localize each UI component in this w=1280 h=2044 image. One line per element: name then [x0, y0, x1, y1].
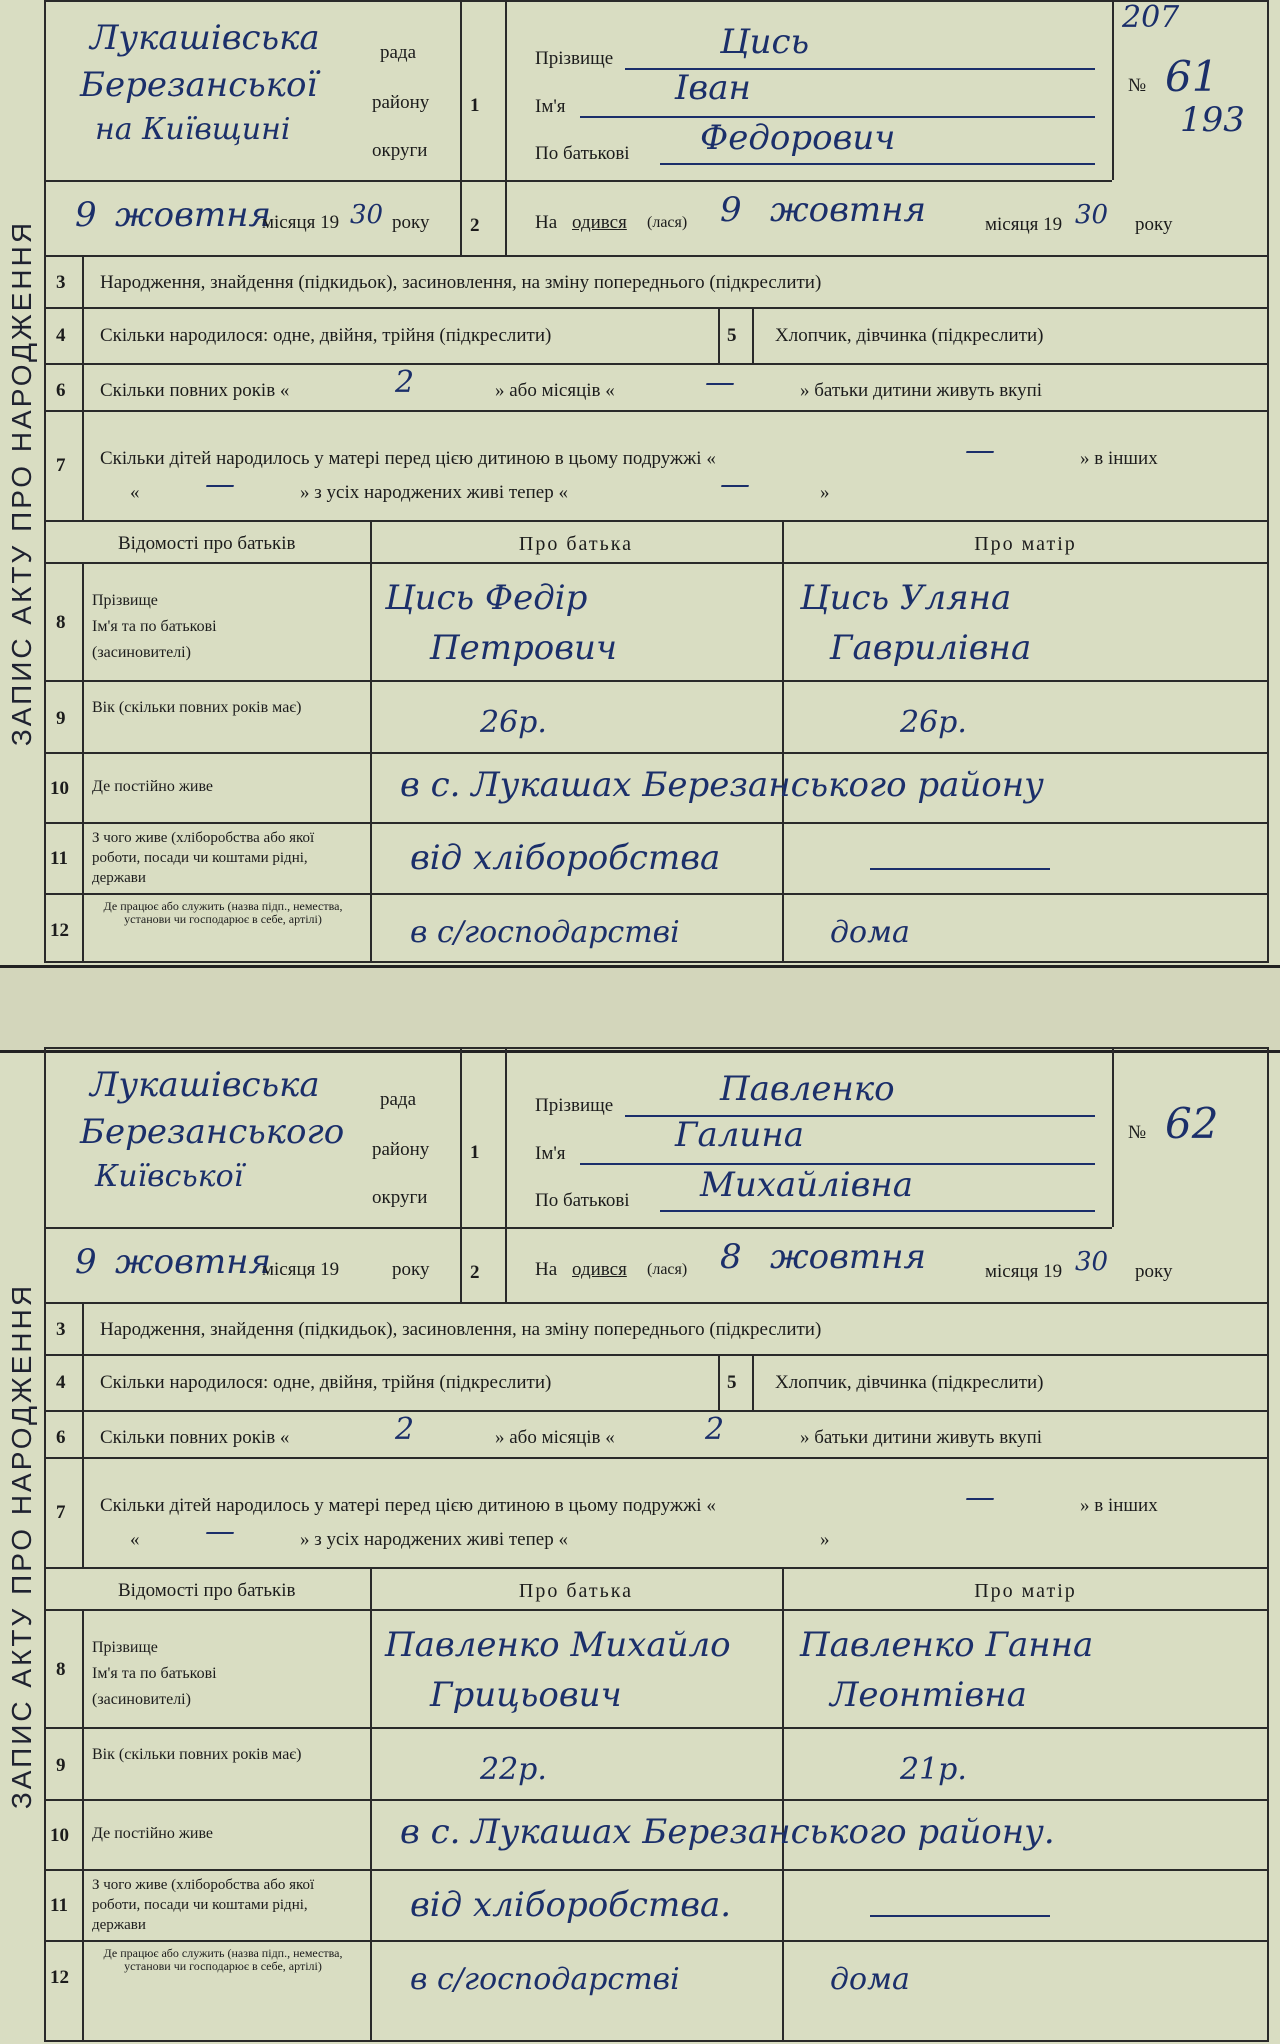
row-years-together-b: » або місяців « — [495, 380, 615, 401]
row-number: 11 — [50, 848, 68, 869]
col-divider — [460, 1047, 462, 1302]
row-divider — [44, 1727, 1269, 1729]
father-header: Про батька — [518, 533, 634, 555]
side-title — [0, 1047, 44, 2044]
birth-year: 30 — [1075, 200, 1109, 230]
num-col-divider — [82, 562, 84, 963]
surname-label: Прізвище — [535, 1095, 614, 1116]
okruha-label: округи — [372, 140, 428, 161]
side-title — [0, 0, 44, 965]
living-children: — — [720, 467, 750, 502]
council-name: Лукашівська — [90, 1065, 320, 1105]
col-divider — [752, 307, 754, 363]
registration-month: жовтня — [115, 195, 272, 235]
birth-label-underlined: одився — [572, 212, 627, 233]
birth-label-post: (лася) — [647, 1261, 688, 1278]
row-number: 8 — [56, 612, 66, 633]
num-col-divider — [82, 255, 84, 520]
number-label: № — [1128, 75, 1147, 96]
row-divider — [44, 1227, 1112, 1229]
mother-header: Про матір — [974, 1580, 1077, 1602]
child-surname: Павленко — [720, 1069, 895, 1109]
row-divider — [44, 1869, 1269, 1871]
birth-record — [0, 0, 1280, 965]
underline — [870, 1915, 1050, 1917]
mother-name-line2: Гаврилівна — [830, 628, 1032, 668]
row-number: 11 — [50, 1895, 68, 1916]
birth-record — [0, 1047, 1280, 2044]
years-together: 2 — [395, 1412, 415, 1447]
birth-label-pre: На — [535, 212, 558, 233]
col-divider — [782, 1567, 784, 2042]
row-prior-children-b: » в інших — [1080, 448, 1158, 469]
row-number: 7 — [56, 1502, 66, 1523]
child-name: Галина — [675, 1115, 804, 1155]
district-label: району — [372, 1139, 430, 1160]
row-years-together-c: » батьки дитини живуть вкупі — [800, 1427, 1043, 1448]
row-divider — [44, 180, 1112, 182]
father-name-line1: Павленко Михайло — [385, 1625, 731, 1665]
livelihood-label: З чого живе (хліборобства або якої роботи, посади чи коштами рідні, держави — [92, 830, 315, 886]
side-title-text: ЗАПИС АКТУ ПРО НАРОДЖЕННЯ — [6, 219, 38, 746]
row-divider — [44, 410, 1269, 412]
registration-month-label: місяця 19 — [262, 1259, 340, 1280]
row-divider — [44, 1567, 1269, 1569]
residence-label: Де постійно живе — [92, 1825, 214, 1842]
birth-label-underlined: одився — [572, 1259, 627, 1280]
mother-name-line2: Леонтівна — [830, 1675, 1027, 1715]
row-number: 10 — [50, 778, 69, 799]
col-divider — [782, 520, 784, 963]
name-label: Ім'я — [535, 1143, 566, 1164]
row-number: 1 — [470, 95, 480, 116]
row-divider — [44, 752, 1269, 754]
years-together: 2 — [395, 365, 415, 400]
livelihood-label: З чого живе (хліборобства або якої роботи, посади чи коштами рідні, держави — [92, 1877, 315, 1933]
mother-workplace: дома — [830, 1962, 910, 1997]
mother-age: 21р. — [900, 1752, 967, 1787]
residence-label: Де постійно живе — [92, 778, 214, 795]
parents-name-label: Прізвище Ім'я та по батькові (засиновителі) — [92, 1639, 217, 1708]
child-name: Іван — [675, 68, 751, 108]
col-divider — [370, 520, 372, 963]
col-divider — [718, 307, 720, 363]
number-extra-top: 207 — [1122, 0, 1180, 35]
birth-day: 8 — [720, 1237, 742, 1277]
father-name-line2: Петрович — [430, 628, 618, 668]
row-divider — [44, 363, 1269, 365]
underline — [870, 868, 1050, 870]
row-number: 3 — [56, 1319, 66, 1340]
father-header: Про батька — [518, 1580, 634, 1602]
row-years-together-a: Скільки повних років « — [100, 380, 290, 401]
prior-children: — — [965, 1480, 995, 1515]
col-divider — [460, 0, 462, 255]
father-age: 26р. — [480, 705, 547, 740]
registration-month: жовтня — [115, 1242, 272, 1282]
row-prior-children-e: » — [820, 1529, 830, 1550]
okruha-name: на Київщині — [95, 112, 291, 147]
rada-label: рада — [380, 42, 417, 63]
row-divider — [44, 1302, 1269, 1304]
father-workplace: в с/господарстві — [410, 1962, 680, 1997]
child-patronymic: Федорович — [700, 118, 896, 158]
mother-name-line1: Павленко Ганна — [800, 1625, 1094, 1665]
row-divider — [44, 1410, 1269, 1412]
row-prior-children-a: Скільки дітей народилось у матері перед цією дитиною в цьому подружжі « — [100, 1495, 716, 1516]
birth-month-label: місяця 19 — [985, 1261, 1063, 1282]
row-number: 12 — [50, 920, 69, 941]
row-number: 3 — [56, 272, 66, 293]
number-label: № — [1128, 1122, 1147, 1143]
row-prior-children-b: » в інших — [1080, 1495, 1158, 1516]
registration-year: 30 — [350, 200, 384, 230]
district-name: Березанської — [80, 65, 318, 105]
name-label: Ім'я — [535, 96, 566, 117]
prior-children: — — [965, 433, 995, 468]
row-prior-children-e: » — [820, 482, 830, 503]
record-number: 62 — [1165, 1099, 1219, 1148]
birth-year: 30 — [1075, 1247, 1109, 1277]
mother-age: 26р. — [900, 705, 967, 740]
row-number: 4 — [56, 325, 66, 346]
col-divider — [370, 1567, 372, 2042]
row-divider — [44, 520, 1269, 522]
row-number: 1 — [470, 1142, 480, 1163]
row-divider — [44, 255, 1269, 257]
row-number: 12 — [50, 1967, 69, 1988]
row-divider — [44, 307, 1269, 309]
row-birth-type: Народження, знайдення (підкидьок), засиновлення, на зміну попереднього (підкреслити) — [100, 272, 822, 293]
birth-year-label: року — [1135, 214, 1173, 235]
row-divider — [44, 1940, 1269, 1942]
row-number: 10 — [50, 1825, 69, 1846]
district-name: Березанського — [80, 1112, 345, 1152]
parents-info-header: Відомості про батьків — [118, 533, 296, 554]
patronymic-label: По батькові — [535, 1190, 630, 1211]
row-years-together-b: » або місяців « — [495, 1427, 615, 1448]
row-years-together-a: Скільки повних років « — [100, 1427, 290, 1448]
side-title-text: ЗАПИС АКТУ ПРО НАРОДЖЕННЯ — [6, 1282, 38, 1809]
number-extra-bottom: 193 — [1180, 100, 1245, 140]
row-number: 6 — [56, 380, 66, 401]
patronymic-label: По батькові — [535, 143, 630, 164]
row-number: 6 — [56, 1427, 66, 1448]
district-label: району — [372, 92, 430, 113]
father-workplace: в с/господарстві — [410, 915, 680, 950]
age-label: Вік (скільки повних років має) — [92, 1746, 302, 1763]
row-divider — [44, 822, 1269, 824]
father-name-line1: Цись Федір — [385, 578, 588, 618]
mother-header: Про матір — [974, 533, 1077, 555]
row-number: 9 — [56, 708, 66, 729]
underline — [660, 163, 1095, 165]
child-surname: Цись — [720, 22, 810, 62]
age-label: Вік (скільки повних років має) — [92, 699, 302, 716]
row-birth-type: Народження, знайдення (підкидьок), засиновлення, на зміну попереднього (підкреслити) — [100, 1319, 822, 1340]
mother-workplace: дома — [830, 915, 910, 950]
okruha-label: округи — [372, 1187, 428, 1208]
record-separator — [0, 965, 1280, 1053]
birth-year-label: року — [1135, 1261, 1173, 1282]
col-divider — [718, 1354, 720, 1410]
row-divider — [44, 1609, 1269, 1611]
registration-year-label: року — [392, 212, 430, 233]
row-number: 7 — [56, 455, 66, 476]
residence: в с. Лукашах Березанського району. — [400, 1812, 1055, 1852]
col-divider — [1112, 1047, 1114, 1227]
row-number: 8 — [56, 1659, 66, 1680]
underline — [660, 1210, 1095, 1212]
surname-label: Прізвище — [535, 48, 614, 69]
okruha-name: Київської — [95, 1159, 244, 1194]
row-divider — [44, 1457, 1269, 1459]
row-children-count: Скільки народилося: одне, двійня, трійня (підкреслити) — [100, 325, 552, 346]
registration-year-label: року — [392, 1259, 430, 1280]
registration-day: 9 — [75, 1242, 97, 1282]
row-prior-children-d: » з усіх народжених живі тепер « — [300, 482, 568, 503]
row-number: 2 — [470, 1262, 480, 1283]
livelihood: від хліборобства. — [410, 1885, 732, 1925]
row-prior-children-d: » з усіх народжених живі тепер « — [300, 1529, 568, 1550]
row-number: 9 — [56, 1755, 66, 1776]
father-age: 22р. — [480, 1752, 547, 1787]
row-divider — [44, 1799, 1269, 1801]
row-number: 5 — [727, 325, 737, 346]
row-divider — [44, 680, 1269, 682]
row-number: 5 — [727, 1372, 737, 1393]
months-together: 2 — [705, 1412, 725, 1447]
row-number: 4 — [56, 1372, 66, 1393]
row-divider — [44, 893, 1269, 895]
birth-label-pre: На — [535, 1259, 558, 1280]
row-prior-children-c: « — [130, 482, 140, 503]
row-sex: Хлопчик, дівчинка (підкреслити) — [775, 325, 1044, 346]
registration-month-label: місяця 19 — [262, 212, 340, 233]
residence: в с. Лукашах Березанського району — [400, 765, 1044, 805]
row-children-count: Скільки народилося: одне, двійня, трійня (підкреслити) — [100, 1372, 552, 1393]
row-years-together-c: » батьки дитини живуть вкупі — [800, 380, 1043, 401]
child-patronymic: Михайлівна — [700, 1165, 914, 1205]
col-divider — [1112, 0, 1114, 180]
num-col-divider — [82, 1609, 84, 2042]
mother-name-line1: Цись Уляна — [800, 578, 1012, 618]
birth-day: 9 — [720, 190, 742, 230]
workplace-label: Де працює або служить (назва підп., немества, установи чи господарює в себе, артілі) — [103, 899, 343, 926]
row-divider — [44, 1354, 1269, 1356]
col-divider — [505, 0, 507, 255]
birth-month: жовтня — [770, 190, 927, 230]
council-name: Лукашівська — [90, 18, 320, 58]
num-col-divider — [82, 1302, 84, 1567]
months-together: — — [705, 365, 735, 400]
registration-day: 9 — [75, 195, 97, 235]
father-name-line2: Грицьович — [430, 1675, 622, 1715]
prior-children-other: — — [205, 1514, 235, 1549]
row-divider — [44, 562, 1269, 564]
birth-month-label: місяця 19 — [985, 214, 1063, 235]
livelihood: від хліборобства — [410, 838, 721, 878]
row-prior-children-c: « — [130, 1529, 140, 1550]
col-divider — [752, 1354, 754, 1410]
record-number: 61 — [1165, 52, 1219, 101]
parents-info-header: Відомості про батьків — [118, 1580, 296, 1601]
birth-label-post: (лася) — [647, 214, 688, 231]
col-divider — [505, 1047, 507, 1302]
birth-month: жовтня — [770, 1237, 927, 1277]
rada-label: рада — [380, 1089, 417, 1110]
parents-name-label: Прізвище Ім'я та по батькові (засиновителі) — [92, 592, 217, 661]
row-number: 2 — [470, 215, 480, 236]
row-prior-children-a: Скільки дітей народилось у матері перед цією дитиною в цьому подружжі « — [100, 448, 716, 469]
prior-children-other: — — [205, 467, 235, 502]
row-sex: Хлопчик, дівчинка (підкреслити) — [775, 1372, 1044, 1393]
workplace-label: Де працює або служить (назва підп., немества, установи чи господарює в себе, артілі) — [103, 1946, 343, 1973]
